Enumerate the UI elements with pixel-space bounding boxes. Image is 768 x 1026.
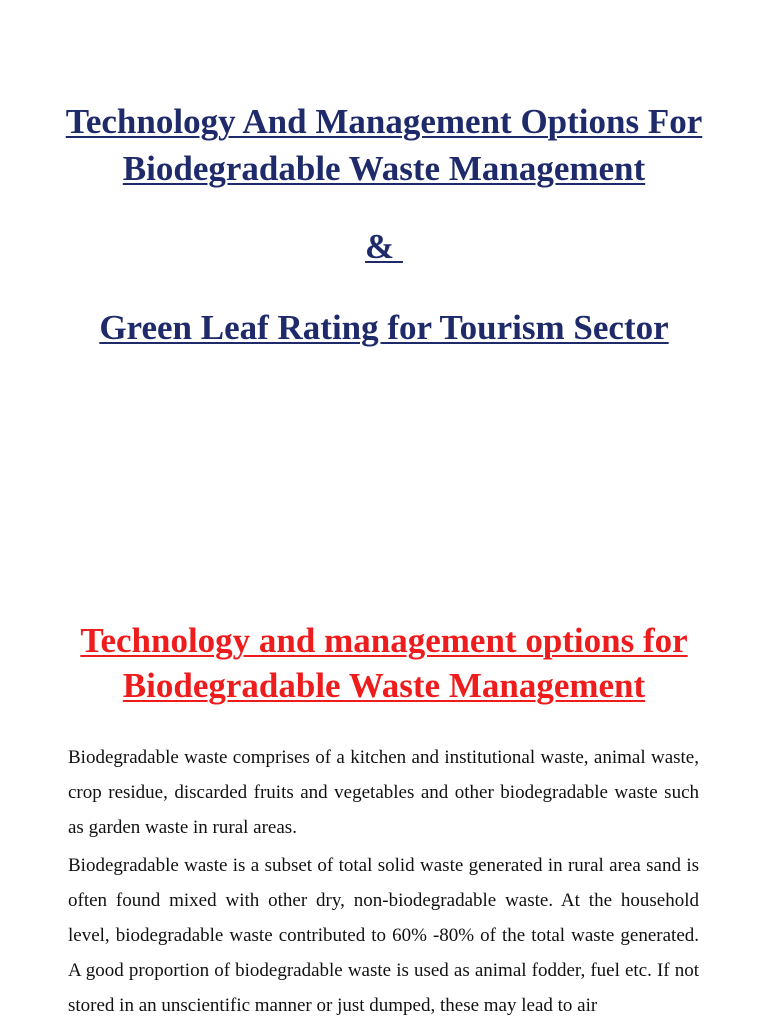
section-heading-text: Technology and management options for Biodegradable Waste Management	[80, 621, 688, 705]
main-title-text: Technology And Management Options For Biodegradable Waste Management	[65, 102, 703, 188]
ampersand-text: &	[365, 227, 403, 266]
paragraph: Biodegradable waste is a subset of total solid waste generated in rural area sand is often found mixed with other dry, non-biodegradable waste. At the household level, biodegradable waste contributed to 60% -80% of the total waste generated. A good proportion of biodegradable waste is used as animal fodder, fuel etc. If not stored in an unscientific manner or just dumped, these may lead to air	[68, 855, 699, 1016]
body-text	[68, 740, 699, 1026]
section-heading	[60, 618, 708, 708]
ampersand-divider	[0, 224, 768, 270]
main-title	[40, 98, 728, 192]
subtitle	[0, 305, 768, 351]
subtitle-text: Green Leaf Rating for Tourism Sector	[99, 308, 669, 347]
paragraph: Biodegradable waste comprises of a kitchen and institutional waste, animal waste, crop residue, discarded fruits and vegetables and other biodegradable waste such as garden waste in rural areas.	[68, 747, 699, 838]
